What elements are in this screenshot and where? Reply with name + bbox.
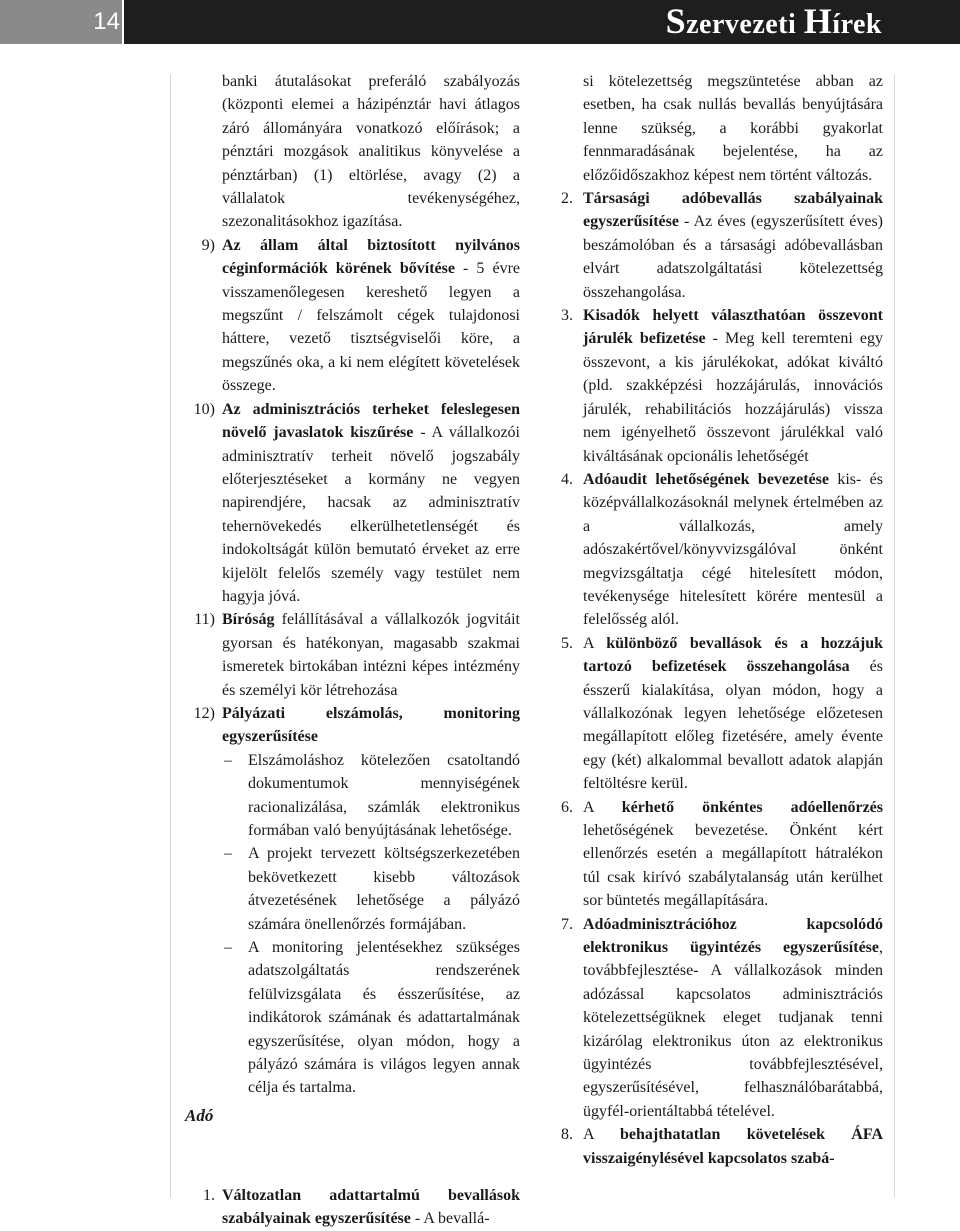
item-prefix: A [583, 1126, 620, 1144]
dash-marker: – [224, 939, 232, 957]
page-number-box [0, 0, 124, 44]
dash-text: A projekt tervezett költségszerkezetében bekövetkezett kisebb változások átvezetésének lehetősége a pályázó számára önellenőrzés formájában. [248, 845, 520, 933]
list-item-ado-7 [561, 913, 883, 1124]
right-margin-rule [894, 74, 895, 1198]
item-heading: Az állam által biztosított nyilvános céginformációk körének bővítése [222, 236, 520, 278]
column-right [561, 70, 884, 1170]
item-heading: Változatlan adattartalmú bevallások szabályainak egyszerűsítése [222, 1186, 520, 1228]
item-heading: Az adminisztrációs terheket feleslegesen növelő javaslatok kiszűrése [222, 400, 520, 442]
item-text: - Meg kell teremteni egy összevont, a kis járulékokat, adókat kiváltó (pld. szakképzési hozzájárulás, innovációs járulék, rehabilitációs hozzájárulás) vissza nem igényelhető összevont járulékkal való kiváltásának opcionális lehetőségét [583, 330, 883, 465]
item-heading: kérhető önkéntes adóellenőrzés [621, 798, 884, 816]
dash-marker: – [224, 845, 232, 863]
item-number: 10) [193, 400, 215, 418]
item-heading: Adóaudit lehetőségének bevezetése [583, 470, 829, 488]
section-label-ado: Adó [185, 1106, 214, 1125]
item-text: - 5 évre visszamenőlegesen kereshető legyen a megszűnt / felszámolt cégek tulajdonosi háttere, vezető tisztségviselői köre, a megszűnés oka, a ki nem elégített követelések összege. [222, 260, 520, 395]
item-number: 2. [561, 190, 573, 208]
item-text: , továbbfejlesztése- A vállalkozások minden adózással kapcsolatos adminisztrációs kötelezettségüknek eleget tudjanak tenni kizárólag elektronikus úton az elektronikus ügyintézés továbbfejlesztésével, egyszerűsítésével, felhasználóbarátabbá, ügyfél-orientáltabbá tételével. [583, 939, 883, 1120]
list-item-10 [193, 398, 521, 609]
item-prefix: A [583, 634, 607, 652]
item-text: és ésszerű kialakítása, olyan módon, hogy a vállalkozónak legyen lehetősége előzetesen megállapított előleg fizetésére, amely évente egy (két) alkalommal bevallott adatok alapján feltöltésre kerül. [583, 658, 883, 793]
dash-item-3 [224, 936, 520, 1100]
dash-item-1 [224, 749, 520, 843]
item-number: 4. [561, 470, 573, 488]
title-part-2: írek [832, 9, 882, 40]
publication-title [666, 0, 882, 46]
item-number: 7. [561, 915, 573, 933]
dash-text: Elszámoláshoz kötelezően csatoltandó dokumentumok mennyiségének racionalizálása, számlák elektronikus formában való benyújtásának lehetősége. [248, 751, 520, 839]
list-item-ado-5 [561, 632, 884, 796]
item-number: 6. [561, 798, 573, 816]
item-number: 9) [201, 236, 215, 254]
title-initial-s: S [665, 1, 687, 41]
item-text: lehetőségének bevezetése. Önként kért ellenőrzés esetén a megállapított hátralékon túl csak kirívó szabálytalanság után kerülhet sor büntetés megállapítására. [583, 822, 883, 910]
title-initial-h: H [803, 1, 833, 41]
item-heading: Kisadók helyett választhatóan összevont járulék befizetése [583, 307, 883, 348]
item-heading: különböző bevallások és a hozzájuk tartozó befizetések összehangolása [583, 634, 884, 676]
left-margin-rule [170, 74, 171, 1198]
item-heading: Adóadminisztrációhoz kapcsolódó elektronikus ügyintézés egyszerűsítése [583, 915, 883, 957]
title-part-1: zervezeti [686, 9, 804, 40]
page-number: 14 [93, 8, 120, 35]
item-text: - A vállalkozói adminisztratív terheit növelő jogszabály előterjesztéseket a kormány ne vegyen napirendjére, hacsak az adminisztratív tehernövekedés elkerülhetetlenségét és indokoltságát külön bemutató érveket az erre kijelölt felelős személy vagy testület nem hagyja jóvá. [222, 424, 521, 605]
item-number: 11) [194, 611, 215, 629]
item-heading: behajthatatlan követelések ÁFA visszaigénylésével kapcsolatos szabá- [583, 1126, 883, 1167]
item-prefix: A [583, 798, 622, 816]
item-heading: Bíróság [222, 611, 275, 629]
list-item-12 [193, 702, 520, 749]
paragraph-intro: banki átutalásokat preferáló szabályozás (központi elemei a házipénztár havi átlagos záró állományára vonatkozó előírások; a pénztári mozgások analitikus könyvelése a pénztárban) (1) eltörlése, avagy (2) a vállalatok tevékenységéhez, szezonalitásokhoz igazítása. [222, 73, 520, 231]
dash-marker: – [224, 751, 232, 769]
item-text: kis- és középvállalkozásoknál melynek értelmében az a vállalkozás, amely adószakértővel/könyvvizsgálóval önként megvizsgáltatja cégé hitelesített módon, tevékenysége hitelesített körére mentesül a felelősség alól. [583, 470, 883, 629]
item-number: 8. [561, 1126, 573, 1144]
list-item-ado-8 [561, 1123, 883, 1170]
dash-item-2 [224, 842, 520, 936]
list-item-11 [194, 608, 520, 702]
list-item-ado-2 [561, 187, 883, 304]
paragraph-continued: si kötelezettség megszüntetése abban az esetben, ha csak nullás bevallás benyújtására lenne szükség, a korábbi gyakorlat fennmaradásának bejelentése, ha az előzőidőszakhoz képest nem történt változás. [583, 73, 883, 184]
item-number: 12) [193, 704, 215, 722]
item-text: felállításával a vállalkozók jogvitáit gyorsan és hatékonyan, magasabb szakmai ismeretek birtokában intézni képes intézmény és személyi kör létrehozása [222, 611, 520, 699]
dash-text: A monitoring jelentésekhez szükséges adatszolgáltatás rendszerének felülvizsgálata és ésszerűsítése, az indikátorok számának és adattartalmának egyszerűsítése, olyan módon, hogy a pályázó számára is világos legyen annak célja és tartalma. [248, 939, 520, 1097]
item-heading: Pályázati elszámolás, monitoring egyszerűsítése [222, 704, 520, 746]
list-item-ado-3 [561, 304, 883, 468]
item-number: 5. [561, 634, 573, 652]
item-text: - A bevallá- [410, 1210, 490, 1228]
list-item-9 [201, 234, 520, 398]
item-number: 1. [203, 1186, 215, 1204]
list-item-ado-4 [561, 468, 883, 632]
list-item-ado-6 [561, 796, 884, 913]
item-heading: Társasági adóbevallás szabályainak egyszerűsítése [583, 190, 883, 231]
item-number: 3. [561, 307, 573, 325]
item-text: - Az éves (egyszerűsített éves) beszámolóban és a társasági adóbevallásban elvárt adatszolgáltatási kötelezettség összehangolása. [583, 213, 883, 301]
